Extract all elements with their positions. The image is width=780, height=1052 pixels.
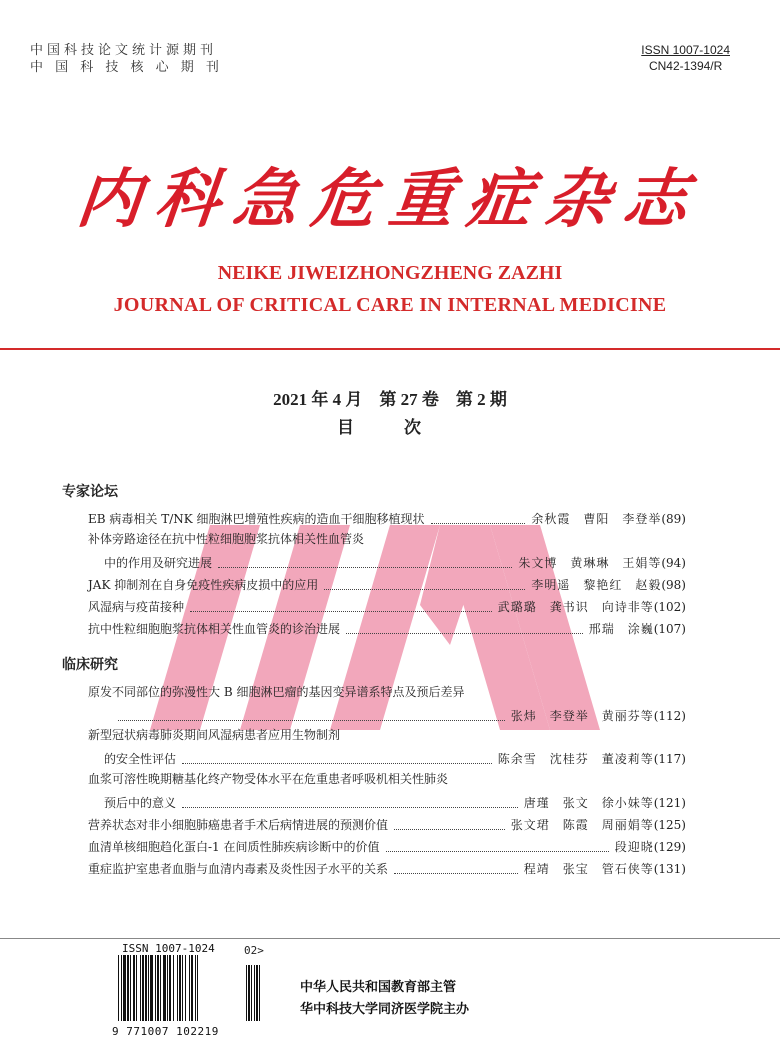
leader-dots xyxy=(394,829,505,830)
page-number: (94) xyxy=(661,556,686,570)
article-title: 重症监护室患者血脂与血清内毒素及炎性因子水平的关系 xyxy=(88,862,389,876)
page-number: (102) xyxy=(653,600,686,614)
barcode-addon: 02> xyxy=(244,944,264,957)
leader-dots xyxy=(346,633,583,634)
article-title: 血清单核细胞趋化蛋白-1 在间质性肺疾病诊断中的价值 xyxy=(88,840,380,854)
article-authors: 张文珺 陈霞 周丽娟等 xyxy=(510,818,654,832)
indexing-label-1: 中国科技论文统计源期刊 xyxy=(30,43,218,58)
publisher-sponsor: 中华人民共和国教育部主管 xyxy=(300,980,457,995)
publisher-organizer: 华中科技大学同济医学院主办 xyxy=(300,1002,470,1017)
leader-dots xyxy=(218,567,512,568)
article-title: 预后中的意义 xyxy=(104,796,177,810)
toc-entry[interactable] xyxy=(88,835,686,855)
article-authors: 程靖 张宝 管石侠等 xyxy=(523,862,654,876)
page-number: (98) xyxy=(661,578,686,592)
indexing-label-2: 中 国 科 技 核 心 期 刊 xyxy=(30,60,223,75)
toc-entry[interactable] xyxy=(88,595,686,615)
toc-entry[interactable] xyxy=(88,573,686,593)
barcode-number: 9 771007 102219 xyxy=(112,1025,219,1038)
barcode-issn: ISSN 1007-1024 xyxy=(122,942,215,955)
section-heading-clinical-research: 临床研究 xyxy=(62,657,118,673)
toc-entry[interactable] xyxy=(88,813,686,833)
article-authors: 张炜 李登举 黄丽芬等 xyxy=(510,709,654,723)
toc-entry[interactable] xyxy=(88,857,686,877)
toc-entry[interactable] xyxy=(88,507,686,527)
leader-dots xyxy=(182,763,492,764)
article-title-line1: 血浆可溶性晚期糖基化终产物受体水平在危重患者呼吸机相关性肺炎 xyxy=(88,772,449,786)
toc-heading: 目 次 xyxy=(337,418,443,438)
article-authors: 武璐璐 龚书识 向诗非等 xyxy=(497,600,654,614)
article-title: 抗中性粒细胞胞浆抗体相关性血管炎的诊治进展 xyxy=(88,622,341,636)
issn-number: ISSN 1007-1024 xyxy=(641,43,730,57)
leader-dots xyxy=(190,611,492,612)
toc-entry[interactable] xyxy=(104,551,686,571)
journal-title-pinyin: NEIKE JIWEIZHONGZHENG ZAZHI xyxy=(217,262,563,284)
article-title: 的安全性评估 xyxy=(104,752,177,766)
article-authors: 陈余雪 沈桂芬 董凌莉等 xyxy=(497,752,654,766)
leader-dots xyxy=(182,807,518,808)
journal-indexing-labels xyxy=(30,42,223,76)
article-title: 风湿病与疫苗接种 xyxy=(88,600,185,614)
toc-entry[interactable] xyxy=(88,704,686,724)
page-number: (121) xyxy=(653,796,686,810)
article-authors: 余秋霞 曹阳 李登举 xyxy=(531,512,662,526)
article-authors: 朱文博 黄琳琳 王娟等 xyxy=(518,556,662,570)
issue-info: 2021 年 4 月 第 27 卷 第 2 期 xyxy=(273,390,507,409)
toc-entry[interactable] xyxy=(104,747,686,767)
page-number: (112) xyxy=(653,709,686,723)
leader-dots xyxy=(394,873,518,874)
article-title: EB 病毒相关 T/NK 细胞淋巴增殖性疾病的造血干细胞移植现状 xyxy=(88,512,425,526)
journal-codes xyxy=(641,42,730,74)
page-number: (129) xyxy=(653,840,686,854)
page-number: (117) xyxy=(653,752,686,766)
toc-entry[interactable] xyxy=(104,791,686,811)
title-divider xyxy=(0,348,780,350)
page-number: (107) xyxy=(653,622,686,636)
cn-number: CN42-1394/R xyxy=(648,59,723,73)
page-number: (125) xyxy=(653,818,686,832)
leader-dots xyxy=(431,523,526,524)
article-title: 营养状态对非小细胞肺癌患者手术后病情进展的预测价值 xyxy=(88,818,389,832)
footer-divider xyxy=(0,938,780,939)
leader-dots xyxy=(386,851,609,852)
toc-entry[interactable] xyxy=(88,617,686,637)
journal-title-chinese: 内科急危重症杂志 xyxy=(73,162,706,237)
article-title-line1: 补体旁路途径在抗中性粒细胞胞浆抗体相关性血管炎 xyxy=(88,532,365,546)
article-title-line1: 新型冠状病毒肺炎期间风湿病患者应用生物制剂 xyxy=(88,728,341,742)
section-heading-expert-forum: 专家论坛 xyxy=(62,484,118,500)
article-title: 中的作用及研究进展 xyxy=(104,556,213,570)
article-authors: 唐瑾 张文 徐小妹等 xyxy=(523,796,654,810)
article-authors: 段迎晓 xyxy=(614,840,654,854)
page-number: (131) xyxy=(653,862,686,876)
leader-dots xyxy=(118,720,505,721)
page-number: (89) xyxy=(661,512,686,526)
article-title: JAK 抑制剂在自身免疫性疾病皮损中的应用 xyxy=(88,578,319,592)
leader-dots xyxy=(324,589,525,590)
article-title-line1: 原发不同部位的弥漫性大 B 细胞淋巴瘤的基因变异谱系特点及预后差异 xyxy=(88,685,465,699)
barcode-image xyxy=(112,955,272,1027)
article-authors: 邢瑞 涂巍 xyxy=(588,622,654,636)
article-authors: 李明遥 黎艳红 赵毅 xyxy=(531,578,662,592)
journal-title-english: JOURNAL OF CRITICAL CARE IN INTERNAL MEDICINE xyxy=(113,294,667,316)
